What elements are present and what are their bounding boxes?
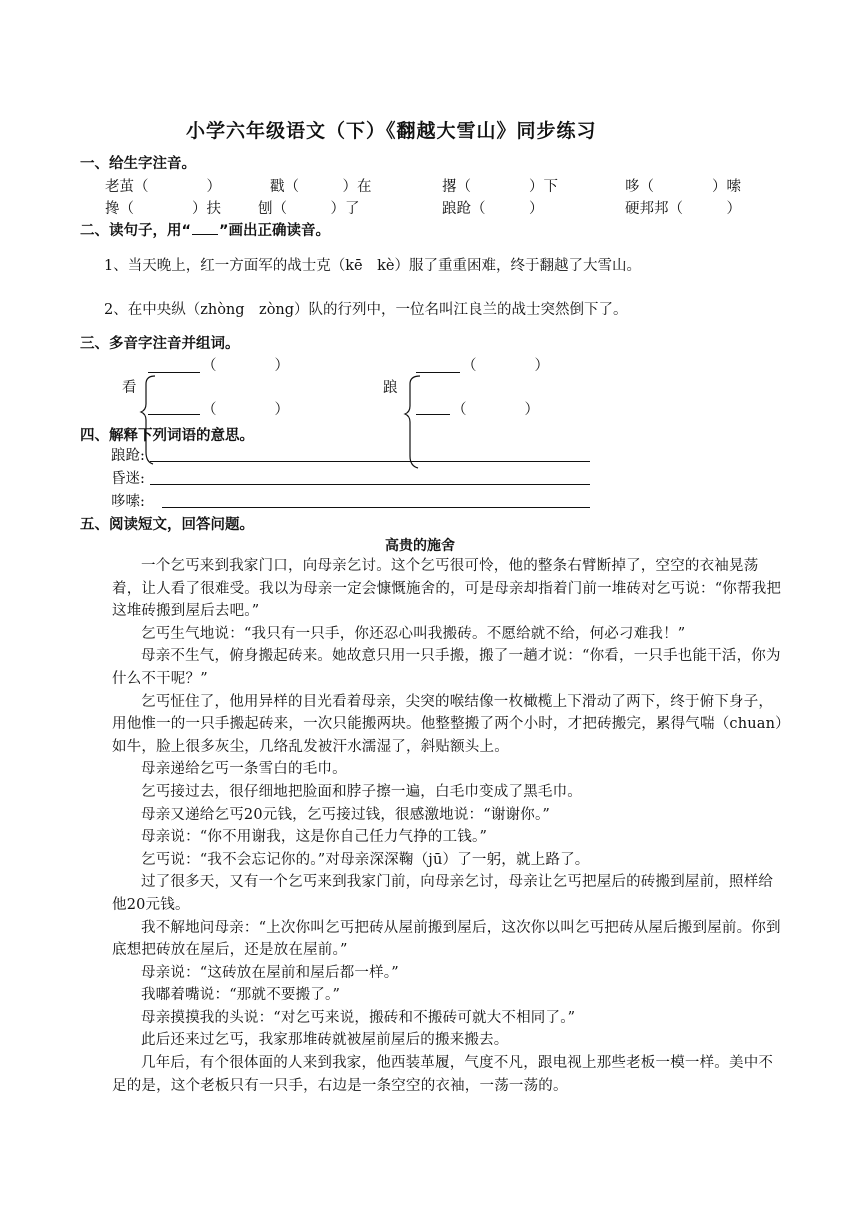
pinyin-item: 哆（ ）嗦 xyxy=(625,179,741,195)
story-paragraph: 母亲说：“这砖放在屋前和屋后都一样。” xyxy=(141,964,399,981)
pinyin-paren: （ ） xyxy=(452,402,539,418)
pinyin-item: 硬邦邦（ ） xyxy=(625,201,741,217)
story-paragraph: 几年后，有个很体面的人来到我家，他西装革履，气度不凡，跟电视上那些老板一模一样。美中不足的是，这个老板只有一只手，右边是一条空空的衣袖，一荡一荡的。 xyxy=(112,1055,774,1094)
story-paragraph: 母亲不生气，俯身搬起砖来。她故意只用一只手搬，搬了一趟才说：“你看，一只手也能干活，你为什么不干呢？” xyxy=(112,648,781,687)
word-label: 踉跄: xyxy=(111,448,145,464)
section-4-heading: 四、解释下列词语的意思。 xyxy=(80,428,254,444)
story-paragraph: 乞丐接过去，很仔细地把脸面和脖子擦一遍，白毛巾变成了黑毛巾。 xyxy=(141,783,582,800)
story-paragraph: 一个乞丐来到我家门口，向母亲乞讨。这个乞丐很可怜，他的整条右臂断掉了，空空的衣袖晃荡着，让人看了很难受。我以为母亲一定会慷慨施舍的，可是母亲却指着门前一堆砖对乞丐说：“你帮我把这堆砖搬到屋后去吧。” xyxy=(112,558,782,620)
pinyin-paren: （ ） xyxy=(462,358,549,374)
story-body xyxy=(112,555,784,1097)
pinyin-item: 刨（ ）了 xyxy=(258,201,360,217)
word-label: 哆嗦: xyxy=(111,494,145,510)
story-paragraph: 我不解地问母亲：“上次你叫乞丐把砖从屋前搬到屋后，这次你以叫乞丐把砖从屋后搬到屋前。你到底想把砖放在屋后，还是放在屋前。” xyxy=(112,919,781,959)
story-paragraph: 母亲摸摸我的头说：“对乞丐来说，搬砖和不搬砖可就大不相同了。” xyxy=(141,1009,576,1026)
pinyin-item: 踉跄（ ） xyxy=(442,201,544,217)
page-title: 小学六年级语文（下）《翻越大雪山》同步练习 xyxy=(186,120,597,142)
pinyin-item: 戳（ ）在 xyxy=(270,179,372,195)
story-paragraph: 母亲说：“你不用谢我，这是你自己任力气挣的工钱。” xyxy=(141,829,488,846)
section-1-heading: 一、给生字注音。 xyxy=(80,156,196,172)
pinyin-item: 搀（ ）扶 xyxy=(105,201,221,217)
story-paragraph: 乞丐说：“我不会忘记你的。”对母亲深深鞠（jū）了一躬，就上路了。 xyxy=(141,851,590,868)
pinyin-paren: （ ） xyxy=(202,358,289,374)
story-paragraph: 过了很多天，又有一个乞丐来到我家门前，向母亲乞讨，母亲让乞丐把屋后的砖搬到屋前，照样给他20元钱。 xyxy=(112,874,774,913)
story-paragraph: 母亲又递给乞丐20元钱，乞丐接过钱，很感激地说：“谢谢你。” xyxy=(141,806,551,823)
story-paragraph: 我嘟着嘴说：“那就不要搬了。” xyxy=(141,987,341,1004)
section-2-heading-end: ”画出正确读音。 xyxy=(219,223,331,239)
answer-line xyxy=(162,507,590,508)
word-label: 昏迷: xyxy=(111,471,145,487)
pinyin-item: 老茧（ ） xyxy=(105,179,221,195)
polyphone-char-1: 看 xyxy=(122,380,137,396)
answer-line xyxy=(150,484,590,485)
story-paragraph: 此后还来过乞丐，我家那堆砖就被屋前屋后的搬来搬去。 xyxy=(141,1032,509,1049)
sentence-1: 1、当天晚上，红一方面军的战士克（kē kè）服了重重困难，终于翻越了大雪山。 xyxy=(104,258,641,274)
pinyin-item: 撂（ ）下 xyxy=(442,179,558,195)
polyphone-char-2: 踉 xyxy=(383,380,398,396)
answer-line xyxy=(150,461,590,462)
story-paragraph: 母亲递给乞丐一条雪白的毛巾。 xyxy=(141,761,347,778)
story-paragraph: 乞丐生气地说：“我只有一只手，你还忍心叫我搬砖。不愿给就不给，何必刁难我！” xyxy=(141,625,686,642)
section-2-heading-start: 二、读句子，用“ xyxy=(80,223,192,239)
story-title: 高贵的施舍 xyxy=(385,538,455,554)
sentence-2: 2、在中央纵（zhòng zòng）队的行列中，一位名叫江良兰的战士突然倒下了。 xyxy=(104,302,628,318)
brace-right xyxy=(405,376,420,468)
section-5-heading: 五、阅读短文，回答问题。 xyxy=(80,517,254,533)
section-3-heading: 三、多音字注音并组词。 xyxy=(80,336,240,352)
pinyin-paren: （ ） xyxy=(202,402,289,418)
story-paragraph: 乞丐怔住了，他用异样的目光看着母亲，尖突的喉结像一枚橄榄上下滑动了两下，终于俯下身子，用他惟一的一只手搬起砖来，一次只能搬两块。他整整搬了两个小时，才把砖搬完，累得气喘（chuan）如牛，脸上很多灰尘，几络乱发被汗水濡湿了，斜贴额头上。 xyxy=(112,693,783,755)
